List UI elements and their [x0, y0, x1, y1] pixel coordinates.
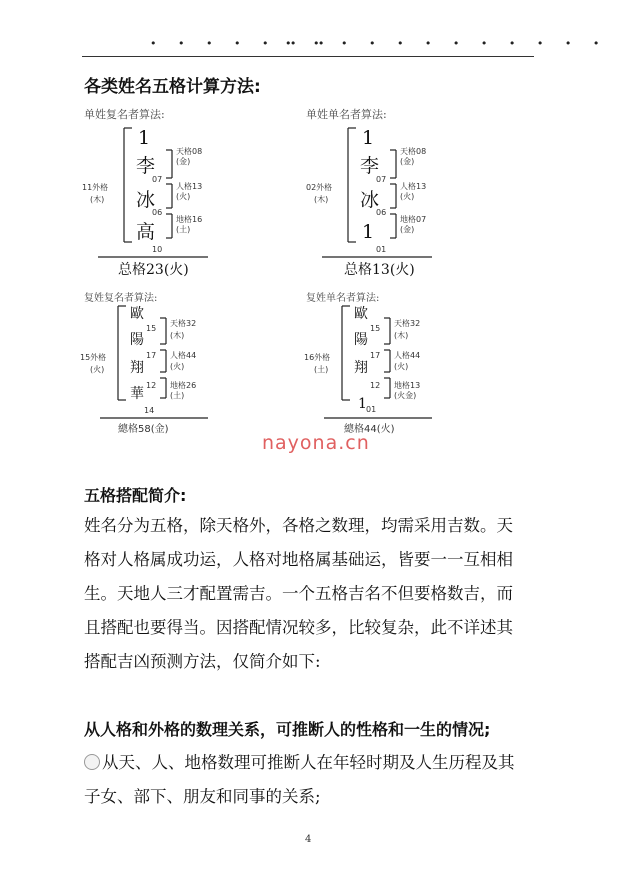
grid-char: 翔 — [354, 360, 368, 376]
stroke-count: 12 — [146, 381, 157, 390]
stroke-count: 15 — [146, 324, 157, 333]
grid-char: 冰 — [360, 189, 380, 211]
person-grid: 人格44 — [170, 351, 197, 360]
outer-grid-label: 11外格 — [82, 183, 109, 192]
stroke-count: 12 — [370, 381, 381, 390]
total-grid: 總格44(火) — [344, 424, 395, 435]
total-grid: 总格13(火) — [344, 262, 415, 278]
outer-grid-element: (木) — [314, 195, 329, 204]
header-dots-left: • • • • • • • — [150, 37, 334, 50]
grid-char: 1 — [362, 127, 375, 149]
stroke-count: 07 — [152, 175, 163, 184]
paragraph-line: 格对人格属成功运，人格对地格属基础运，皆要一一互相相 — [84, 550, 513, 569]
grid-char: 1 — [362, 221, 375, 243]
stroke-count: 10 — [152, 245, 163, 254]
heaven-element: (金) — [176, 157, 191, 166]
name-diagram-2 — [304, 120, 464, 280]
lightbulb-icon — [84, 754, 100, 770]
heaven-element: (金) — [400, 157, 415, 166]
diagram-caption: 复姓单名者算法: — [306, 293, 380, 304]
person-element: (火) — [176, 192, 191, 201]
stroke-count: 06 — [152, 208, 163, 217]
grid-char: 翔 — [130, 360, 144, 376]
earth-grid: 地格16 — [176, 215, 203, 224]
grid-char: 華 — [130, 386, 144, 402]
grid-char: 冰 — [136, 189, 156, 211]
stroke-count: 17 — [370, 351, 381, 360]
relations-paragraph — [84, 746, 515, 814]
diagram-caption: 复姓复名者算法: — [84, 293, 158, 304]
person-element: (火) — [400, 192, 415, 201]
earth-grid: 地格26 — [170, 381, 197, 390]
grid-char: 陽 — [354, 332, 368, 348]
page-number: 4 — [305, 834, 312, 845]
total-grid: 总格23(火) — [118, 262, 189, 278]
heaven-grid: 天格32 — [394, 319, 421, 328]
stroke-count: 17 — [146, 351, 157, 360]
total-grid: 總格58(金) — [118, 424, 169, 435]
diagram-caption: 单姓复名者算法: — [84, 108, 165, 121]
grid-char: 李 — [136, 155, 156, 177]
grid-char: 陽 — [130, 332, 144, 348]
grid-char: 歐 — [354, 306, 368, 322]
heaven-grid: 天格08 — [176, 147, 203, 156]
watermark: nayona.cn — [262, 432, 370, 454]
paragraph-line: 生。天地人三才配置需吉。一个五格吉名不但要格数吉，而 — [84, 584, 513, 603]
line-text: 从天、人、地格数理可推断人在年轻时期及人生历程及其 — [102, 753, 515, 772]
stroke-count: 07 — [376, 175, 387, 184]
earth-element: (火金) — [394, 391, 417, 400]
person-grid: 人格13 — [400, 182, 427, 191]
person-grid: 人格13 — [176, 182, 203, 191]
name-diagram-3 — [78, 300, 238, 440]
outer-grid-label: 15外格 — [80, 353, 107, 362]
earth-element: (土) — [170, 391, 185, 400]
stroke-count: 15 — [370, 324, 381, 333]
header-dots-right: • • • • • • • • • • • • — [285, 37, 609, 50]
grid-char: 1 — [358, 396, 367, 412]
earth-element: (土) — [176, 225, 191, 234]
earth-element: (金) — [400, 225, 415, 234]
section-title-relations: 从人格和外格的数理关系，可推断人的性格和一生的情况; — [84, 720, 491, 739]
outer-grid-label: 16外格 — [304, 353, 331, 362]
header-rule — [82, 56, 534, 57]
paragraph-line: 姓名分为五格，除天格外，各格之数理，均需采用吉数。天 — [84, 516, 513, 535]
paragraph-line: 且搭配也要得当。因搭配情况较多，比较复杂，此不详述其 — [84, 618, 513, 637]
outer-grid-label: 02外格 — [306, 183, 333, 192]
heaven-grid: 天格08 — [400, 147, 427, 156]
earth-grid: 地格07 — [400, 215, 427, 224]
paragraph-line: 子女、部下、朋友和同事的关系; — [84, 787, 321, 806]
grid-char: 高 — [136, 221, 156, 243]
heaven-element: (木) — [394, 331, 409, 340]
stroke-count: 01 — [366, 405, 377, 414]
name-diagram-1 — [80, 120, 240, 280]
paragraph-line: 搭配吉凶预测方法，仅简介如下: — [84, 652, 321, 671]
paragraph-line — [84, 746, 515, 780]
diagram-caption: 单姓单名者算法: — [306, 108, 387, 121]
grid-char: 李 — [360, 155, 380, 177]
name-diagram-4 — [302, 300, 462, 440]
section-title-intro: 五格搭配简介: — [84, 486, 187, 505]
heaven-element: (木) — [170, 331, 185, 340]
outer-grid-element: (土) — [314, 365, 329, 374]
person-element: (火) — [170, 362, 185, 371]
stroke-count: 14 — [144, 406, 155, 415]
section-title-methods: 各类姓名五格计算方法: — [84, 77, 261, 97]
person-element: (火) — [394, 362, 409, 371]
stroke-count: 01 — [376, 245, 387, 254]
heaven-grid: 天格32 — [170, 319, 197, 328]
outer-grid-element: (木) — [90, 195, 105, 204]
grid-char: 歐 — [130, 306, 144, 322]
stroke-count: 06 — [376, 208, 387, 217]
outer-grid-element: (火) — [90, 365, 105, 374]
earth-grid: 地格13 — [394, 381, 421, 390]
grid-char: 1 — [138, 127, 151, 149]
intro-paragraph — [84, 509, 513, 679]
person-grid: 人格44 — [394, 351, 421, 360]
